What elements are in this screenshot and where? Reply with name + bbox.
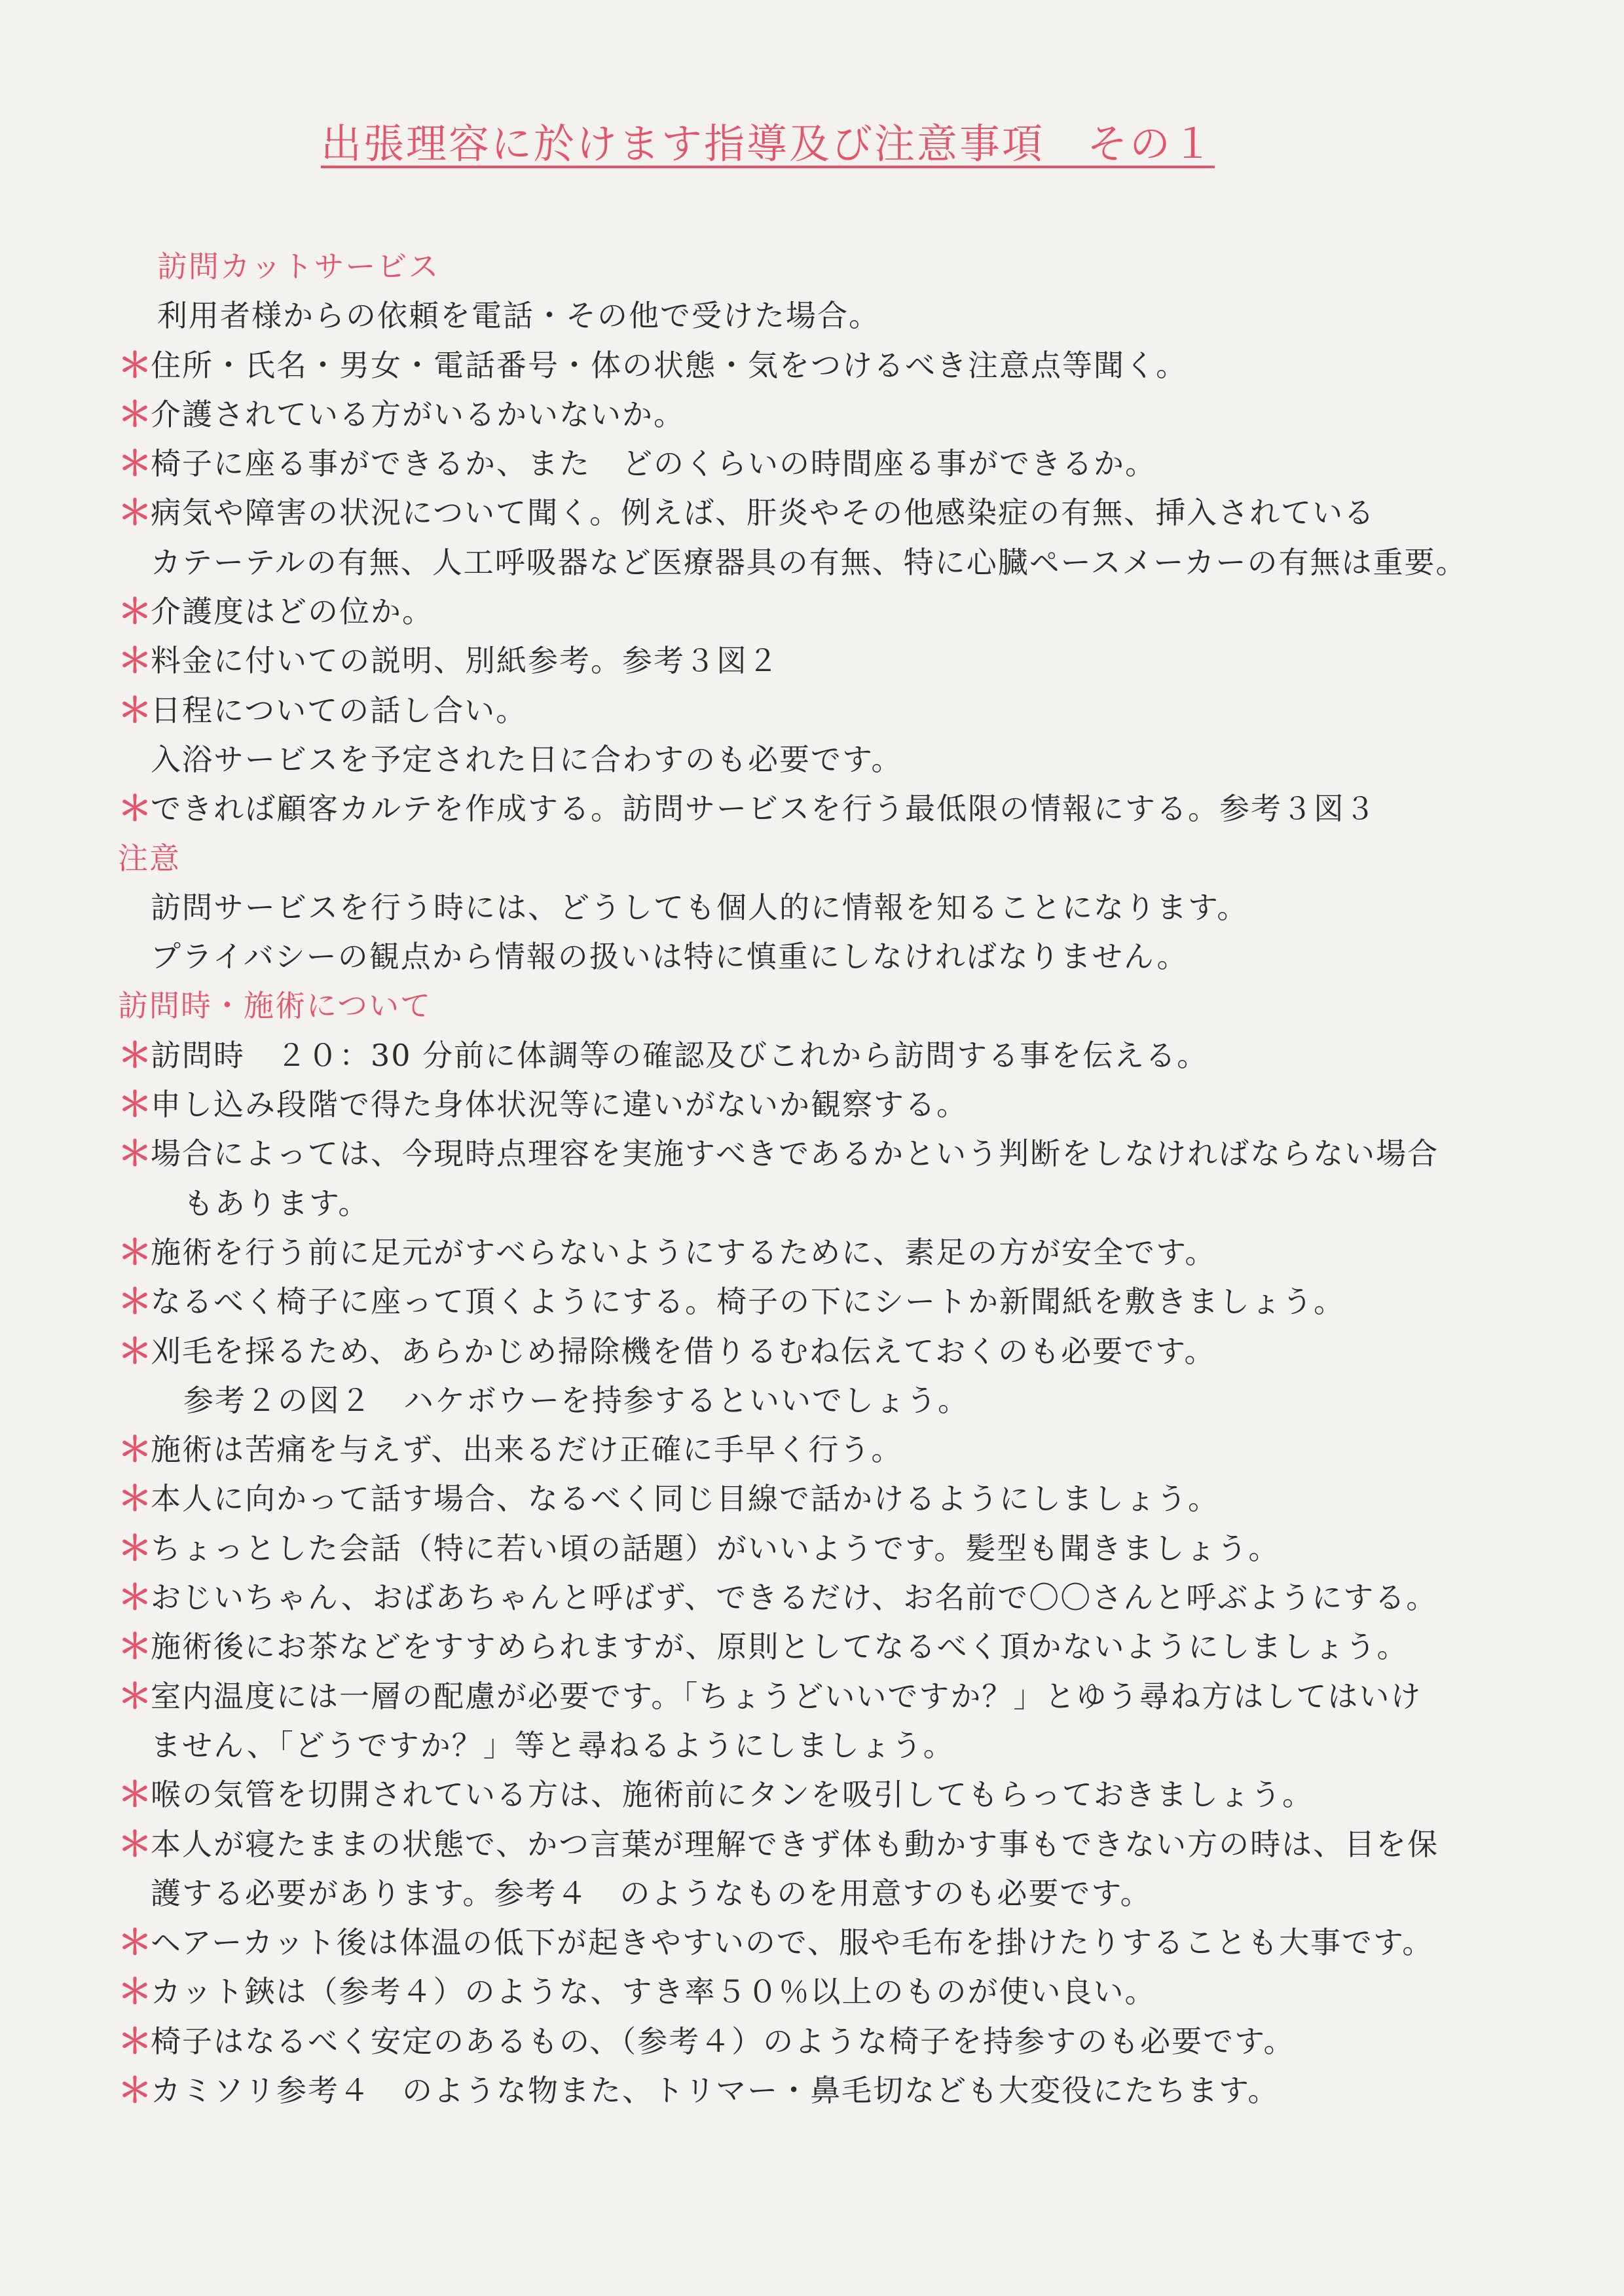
section-intro: 利用者様からの依頼を電話・その他で受けた場合。: [157, 298, 880, 334]
list-item-text: 刈毛を採るため、あらかじめ掃除機を借りるむね伝えておくのも必要です。: [151, 1333, 1216, 1369]
list-item-text: できれば顧客カルテを作成する。訪問サービスを行う最低限の情報にする。参考３図３: [151, 791, 1376, 827]
list-item: [118, 1573, 1513, 1622]
paragraph-line: 訪問サービスを行う時には、どうしても個人的に情報を知ることになります。: [151, 889, 1249, 925]
list-item: [118, 587, 1513, 636]
list-item-continuation: 入浴サービスを予定された日に合わすのも必要です。: [151, 741, 903, 777]
list-item: [118, 1327, 1513, 1376]
asterisk-bullet-icon: ＊: [118, 789, 154, 829]
list-item: [118, 784, 1513, 833]
list-item-text: 椅子に座る事ができるか、また どのくらいの時間座る事ができるか。: [151, 446, 1156, 482]
list-item-text: 住所・氏名・男女・電話番号・体の状態・気をつけるべき注意点等聞く。: [151, 347, 1188, 383]
asterisk-bullet-icon: ＊: [118, 1775, 154, 1815]
asterisk-bullet-icon: ＊: [118, 690, 154, 731]
list-item: [118, 636, 1513, 685]
list-item: [118, 1129, 1513, 1178]
list-item: [118, 1820, 1513, 1869]
list-item-text: カミソリ参考４ のような物また、トリマー・鼻毛切なども大変役にたちます。: [151, 2072, 1280, 2108]
list-item: [118, 686, 1513, 735]
list-item-text: ヘアーカット後は体温の低下が起きやすいので、服や毛布を掛けたりすることも大事です。: [151, 1925, 1434, 1961]
list-item-text: 日程についての話し合い。: [151, 692, 528, 728]
list-item: [118, 1524, 1513, 1573]
list-item-continuation: ません、「どうですか？」等と尋ねるようにしましょう。: [151, 1727, 955, 1763]
list-item-continuation: もあります。: [183, 1185, 370, 1221]
asterisk-bullet-icon: ＊: [118, 493, 154, 534]
list-item: [118, 1031, 1513, 1080]
section-heading-visit-cut: 訪問カットサービス: [157, 249, 440, 284]
list-item: [118, 1425, 1513, 1474]
list-item: [118, 488, 1513, 538]
list-item: [118, 1277, 1513, 1326]
list-item: [118, 1967, 1513, 2016]
paragraph-line: プライバシーの観点から情報の扱いは特に慎重にしなければなりません。: [151, 939, 1189, 975]
list-item-text: 施術は苦痛を与えず、出来るだけ正確に手早く行う。: [151, 1432, 903, 1468]
list-item-text: 病気や障害の状況について聞く。例えば、肝炎やその他感染症の有無、挿入されている: [151, 495, 1376, 531]
asterisk-bullet-icon: ＊: [118, 1824, 154, 1865]
asterisk-bullet-icon: ＊: [118, 1528, 154, 1569]
list-item-text: おじいちゃん、おばあちゃんと呼ばず、できるだけ、お名前で〇〇さんと呼ぶようにする。: [151, 1580, 1438, 1616]
asterisk-bullet-icon: ＊: [118, 1972, 154, 2013]
list-item-text: なるべく椅子に座って頂くようにする。椅子の下にシートか新聞紙を敷きましょう。: [151, 1284, 1345, 1320]
page-title: 出張理容に於けます指導及び注意事項 その１: [321, 120, 1215, 168]
list-item-text: 介護度はどの位か。: [151, 594, 434, 630]
asterisk-bullet-icon: ＊: [118, 1282, 154, 1322]
list-item-text: 場合によっては、今現時点理容を実施すべきであるかという判断をしなければならない場合: [151, 1136, 1439, 1172]
list-item-text: 本人が寝たままの状態で、かつ言葉が理解できず体も動かす事もできない方の時は、目を保: [151, 1826, 1439, 1862]
list-item: [118, 2066, 1513, 2115]
list-item-continuation: 参考２の図２ ハケボウーを持参するといいでしょう。: [183, 1382, 969, 1418]
list-item-text: 訪問時 ２０：30 分前に体調等の確認及びこれから訪問する事を伝える。: [151, 1037, 1209, 1073]
list-item-text: 施術後にお茶などをすすめられますが、原則としてなるべく頂かないようにしましょう。: [151, 1629, 1409, 1665]
list-item: [118, 1228, 1513, 1277]
list-item: [118, 341, 1513, 390]
list-item-text: 室内温度には一層の配慮が必要です。「ちょうどいいですか？」とゆう尋ね方はしてはいけ: [151, 1678, 1422, 1714]
section-heading-caution: 注意: [118, 840, 181, 876]
asterisk-bullet-icon: ＊: [118, 641, 154, 682]
asterisk-bullet-icon: ＊: [118, 394, 154, 435]
asterisk-bullet-icon: ＊: [118, 444, 154, 484]
asterisk-bullet-icon: ＊: [118, 1627, 154, 1667]
asterisk-bullet-icon: ＊: [118, 1232, 154, 1273]
asterisk-bullet-icon: ＊: [118, 1923, 154, 1963]
asterisk-bullet-icon: ＊: [118, 1035, 154, 1076]
list-item: [118, 1672, 1513, 1721]
list-item: [118, 1622, 1513, 1671]
list-item-continuation: カテーテルの有無、人工呼吸器など医療器具の有無、特に心臓ペースメーカーの有無は重要。: [151, 544, 1467, 580]
document-body: [118, 242, 1513, 2115]
list-item-text: 喉の気管を切開されている方は、施術前にタンを吸引してもらっておきましょう。: [151, 1777, 1314, 1813]
list-item: [118, 1080, 1513, 1129]
list-item: [118, 1474, 1513, 1523]
list-item: [118, 1770, 1513, 1819]
asterisk-bullet-icon: ＊: [118, 345, 154, 386]
asterisk-bullet-icon: ＊: [118, 1676, 154, 1717]
asterisk-bullet-icon: ＊: [118, 1430, 154, 1470]
list-item: [118, 390, 1513, 439]
list-item-text: 本人に向かって話す場合、なるべく同じ目線で話かけるようにしましょう。: [151, 1481, 1219, 1517]
asterisk-bullet-icon: ＊: [118, 592, 154, 632]
list-item: [118, 2017, 1513, 2066]
asterisk-bullet-icon: ＊: [118, 1134, 154, 1175]
list-item-continuation: 護する必要があります。参考４ のようなものを用意すのも必要です。: [151, 1875, 1152, 1911]
asterisk-bullet-icon: ＊: [118, 1578, 154, 1618]
asterisk-bullet-icon: ＊: [118, 1331, 154, 1372]
section-heading-visit-treatment: 訪問時・施術について: [118, 988, 432, 1024]
asterisk-bullet-icon: ＊: [118, 2021, 154, 2062]
asterisk-bullet-icon: ＊: [118, 1479, 154, 1520]
list-item-text: ちょっとした会話（特に若い頃の話題）がいいようです。髪型も聞きましょう。: [151, 1530, 1280, 1566]
list-item: [118, 439, 1513, 488]
list-item: [118, 1918, 1513, 1967]
list-item-text: 料金に付いての説明、別紙参考。参考３図２: [151, 643, 779, 679]
asterisk-bullet-icon: ＊: [118, 2070, 154, 2111]
list-item-text: カット鋏は（参考４）のような、すき率５０％以上のものが使い良い。: [151, 1974, 1156, 2010]
list-item-text: 椅子はなるべく安定のあるもの、（参考４）のような椅子を持参すのも必要です。: [151, 2023, 1295, 2059]
list-item-text: 申し込み段階で得た身体状況等に違いがないか観察する。: [151, 1087, 968, 1123]
asterisk-bullet-icon: ＊: [118, 1085, 154, 1125]
list-item-text: 介護されている方がいるかいないか。: [151, 396, 685, 432]
list-item-text: 施術を行う前に足元がすべらないようにするために、素足の方が安全です。: [151, 1234, 1217, 1270]
